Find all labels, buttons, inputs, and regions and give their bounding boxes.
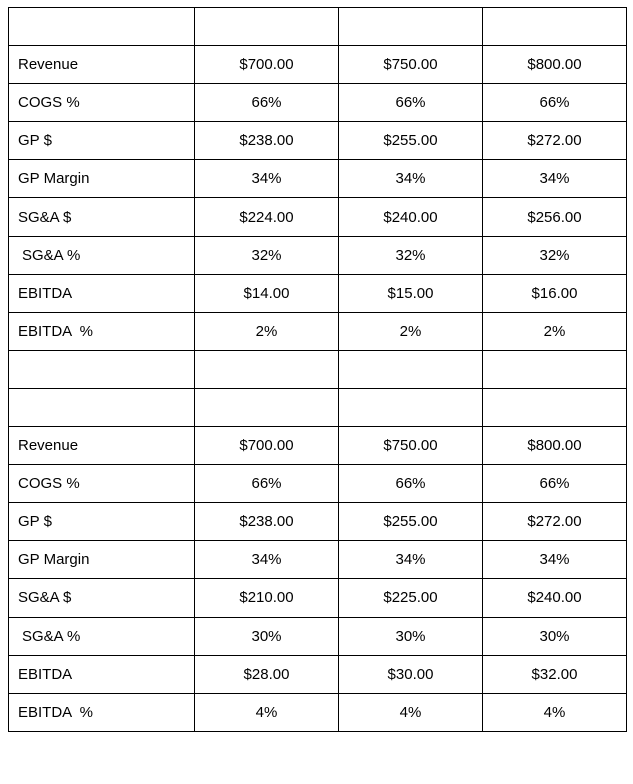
table-row-ebitda-pct bbox=[9, 312, 627, 350]
row-label: Revenue bbox=[9, 427, 195, 465]
empty-cell bbox=[195, 350, 339, 388]
value-cell: $700.00 bbox=[195, 46, 339, 84]
row-label: COGS % bbox=[9, 84, 195, 122]
table-row-gp-margin bbox=[9, 541, 627, 579]
table-row-revenue bbox=[9, 46, 627, 84]
row-label: EBITDA % bbox=[9, 312, 195, 350]
value-cell: 32% bbox=[339, 236, 483, 274]
value-cell: $30.00 bbox=[339, 655, 483, 693]
value-cell: $238.00 bbox=[195, 122, 339, 160]
table-row-ebitda-pct bbox=[9, 693, 627, 731]
value-cell: $272.00 bbox=[483, 122, 627, 160]
value-cell: 66% bbox=[339, 465, 483, 503]
value-cell: 34% bbox=[195, 160, 339, 198]
table-row-sga-dollars bbox=[9, 198, 627, 236]
row-label: SG&A % bbox=[9, 236, 195, 274]
empty-cell bbox=[483, 8, 627, 46]
table-row-gp-dollars bbox=[9, 122, 627, 160]
table-row-ebitda bbox=[9, 655, 627, 693]
value-cell: 34% bbox=[483, 541, 627, 579]
table-row-revenue bbox=[9, 427, 627, 465]
row-label: GP $ bbox=[9, 122, 195, 160]
value-cell: $700.00 bbox=[195, 427, 339, 465]
value-cell: 34% bbox=[339, 541, 483, 579]
empty-cell bbox=[9, 8, 195, 46]
table-row-gp-dollars bbox=[9, 503, 627, 541]
row-label: SG&A $ bbox=[9, 579, 195, 617]
value-cell: 2% bbox=[483, 312, 627, 350]
value-cell: $32.00 bbox=[483, 655, 627, 693]
table-row-gp-margin bbox=[9, 160, 627, 198]
value-cell: 30% bbox=[195, 617, 339, 655]
table-row-sga-pct bbox=[9, 236, 627, 274]
value-cell: $225.00 bbox=[339, 579, 483, 617]
value-cell: $750.00 bbox=[339, 427, 483, 465]
row-label: GP $ bbox=[9, 503, 195, 541]
value-cell: 30% bbox=[339, 617, 483, 655]
value-cell: 4% bbox=[339, 693, 483, 731]
empty-cell bbox=[9, 350, 195, 388]
value-cell: 32% bbox=[483, 236, 627, 274]
empty-cell bbox=[339, 388, 483, 426]
table-row-sga-dollars bbox=[9, 579, 627, 617]
value-cell: 34% bbox=[195, 541, 339, 579]
value-cell: 66% bbox=[483, 465, 627, 503]
value-cell: 34% bbox=[483, 160, 627, 198]
row-label: EBITDA bbox=[9, 655, 195, 693]
row-label: EBITDA % bbox=[9, 693, 195, 731]
value-cell: 34% bbox=[339, 160, 483, 198]
value-cell: 30% bbox=[483, 617, 627, 655]
table-row-ebitda bbox=[9, 274, 627, 312]
value-cell: $255.00 bbox=[339, 503, 483, 541]
empty-cell bbox=[483, 388, 627, 426]
table-row-cogs-pct bbox=[9, 84, 627, 122]
header-row-empty bbox=[9, 8, 627, 46]
empty-cell bbox=[339, 350, 483, 388]
empty-cell bbox=[9, 388, 195, 426]
value-cell: $750.00 bbox=[339, 46, 483, 84]
value-cell: $240.00 bbox=[483, 579, 627, 617]
value-cell: 32% bbox=[195, 236, 339, 274]
row-label: SG&A $ bbox=[9, 198, 195, 236]
financial-table bbox=[8, 7, 627, 732]
value-cell: $16.00 bbox=[483, 274, 627, 312]
empty-cell bbox=[339, 8, 483, 46]
spacer-row bbox=[9, 350, 627, 388]
value-cell: $800.00 bbox=[483, 427, 627, 465]
spacer-row bbox=[9, 388, 627, 426]
value-cell: $272.00 bbox=[483, 503, 627, 541]
value-cell: $210.00 bbox=[195, 579, 339, 617]
row-label: EBITDA bbox=[9, 274, 195, 312]
value-cell: $224.00 bbox=[195, 198, 339, 236]
value-cell: $238.00 bbox=[195, 503, 339, 541]
value-cell: $28.00 bbox=[195, 655, 339, 693]
value-cell: $14.00 bbox=[195, 274, 339, 312]
value-cell: $800.00 bbox=[483, 46, 627, 84]
value-cell: 4% bbox=[195, 693, 339, 731]
value-cell: $15.00 bbox=[339, 274, 483, 312]
value-cell: 66% bbox=[195, 465, 339, 503]
value-cell: $240.00 bbox=[339, 198, 483, 236]
value-cell: 66% bbox=[195, 84, 339, 122]
value-cell: 4% bbox=[483, 693, 627, 731]
value-cell: $255.00 bbox=[339, 122, 483, 160]
value-cell: 66% bbox=[339, 84, 483, 122]
value-cell: 2% bbox=[195, 312, 339, 350]
value-cell: 66% bbox=[483, 84, 627, 122]
row-label: Revenue bbox=[9, 46, 195, 84]
row-label: SG&A % bbox=[9, 617, 195, 655]
empty-cell bbox=[483, 350, 627, 388]
value-cell: $256.00 bbox=[483, 198, 627, 236]
row-label: GP Margin bbox=[9, 541, 195, 579]
row-label: GP Margin bbox=[9, 160, 195, 198]
row-label: COGS % bbox=[9, 465, 195, 503]
value-cell: 2% bbox=[339, 312, 483, 350]
table-row-cogs-pct bbox=[9, 465, 627, 503]
table-row-sga-pct bbox=[9, 617, 627, 655]
empty-cell bbox=[195, 8, 339, 46]
empty-cell bbox=[195, 388, 339, 426]
